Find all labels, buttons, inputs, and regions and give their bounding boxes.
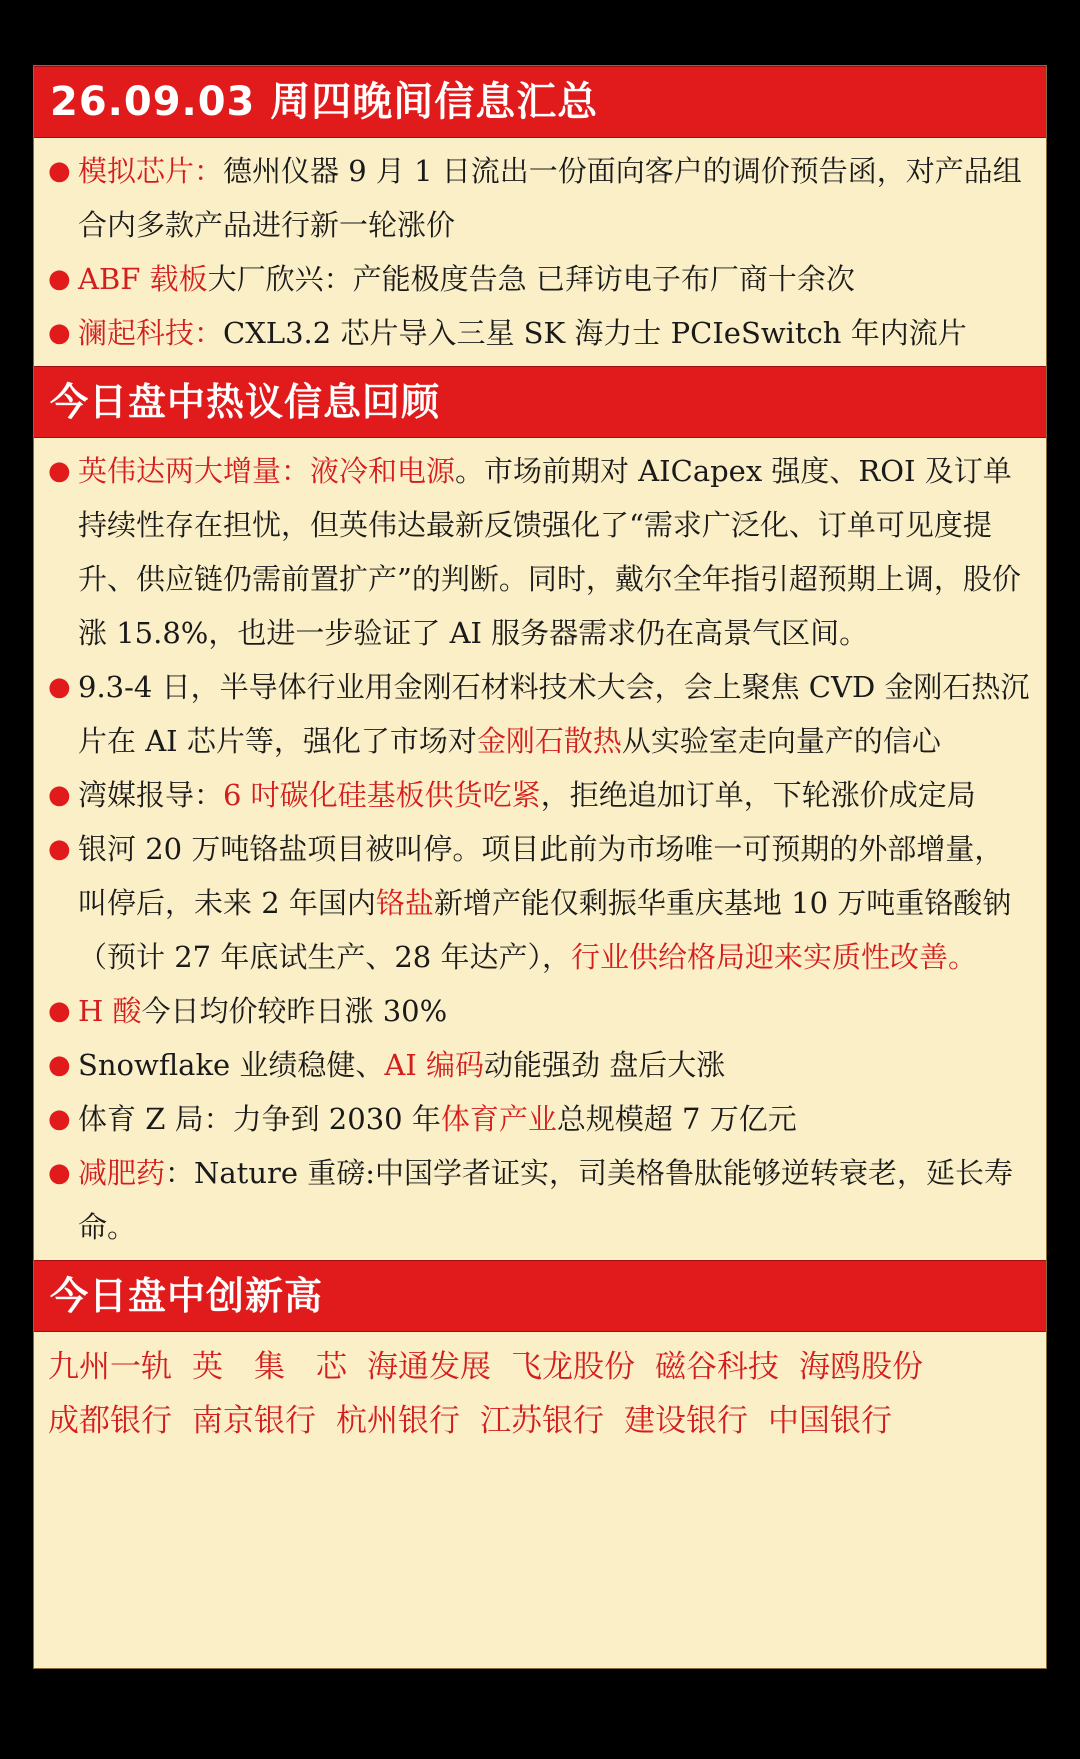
hot-title: 今日盘中热议信息回顾 xyxy=(50,380,441,424)
list-item: ● ABF 载板大厂欣兴：产能极度告急 已拜访电子布厂商十余次 xyxy=(48,252,1032,306)
stock-name: 英 集 芯 xyxy=(192,1349,347,1385)
bullet-icon: ● xyxy=(48,996,71,1026)
stock-name: 江苏银行 xyxy=(480,1403,604,1439)
list-item: ● 减肥药：Nature 重磅:中国学者证实，司美格鲁肽能够逆转衰老，延长寿命。 xyxy=(48,1146,1032,1254)
hot-list xyxy=(34,438,1046,1260)
section-header-evening xyxy=(34,66,1046,138)
info-card xyxy=(33,65,1047,1669)
list-item: ● 英伟达两大增量：液冷和电源。市场前期对 AICapex 强度、ROI 及订单持续性存在担忧，但英伟达最新反馈强化了“需求广泛化、订单可见度提升、供应链仍需前置扩产”的判断。同时，戴尔全年指引超预期上调，股价涨 15.8%，也进一步验证了 AI 服务器需求仍在高景气区间。 xyxy=(48,444,1032,660)
stock-name: 磁谷科技 xyxy=(655,1349,779,1385)
list-item: ● 湾媒报导：6 吋碳化硅基板供货吃紧，拒绝追加订单，下轮涨价成定局 xyxy=(48,768,1032,822)
stock-name: 海鸥股份 xyxy=(799,1349,923,1385)
stock-name: 九州一轨 xyxy=(48,1349,172,1385)
new-highs-list xyxy=(34,1332,1046,1456)
bullet-icon: ● xyxy=(48,1104,71,1134)
evening-list xyxy=(34,138,1046,366)
evening-title: 26.09.03 周四晚间信息汇总 xyxy=(50,79,599,125)
stock-name: 中国银行 xyxy=(768,1403,892,1439)
list-item: ● 模拟芯片：德州仪器 9 月 1 日流出一份面向客户的调价预告函，对产品组合内多款产品进行新一轮涨价 xyxy=(48,144,1032,252)
bullet-icon: ● xyxy=(48,672,71,702)
bullet-icon: ● xyxy=(48,1050,71,1080)
list-item: ● 银河 20 万吨铬盐项目被叫停。项目此前为市场唯一可预期的外部增量，叫停后，未来 2 年国内铬盐新增产能仅剩振华重庆基地 10 万吨重铬酸钠（预计 27 年底试生产、28 年达产），行业供给格局迎来实质性改善。 xyxy=(48,822,1032,984)
stock-row xyxy=(48,1394,1032,1448)
stock-name: 飞龙股份 xyxy=(511,1349,635,1385)
stock-row xyxy=(48,1340,1032,1394)
section-header-highs xyxy=(34,1260,1046,1332)
bullet-icon: ● xyxy=(48,456,71,486)
bullet-icon: ● xyxy=(48,1158,71,1188)
bullet-icon: ● xyxy=(48,834,71,864)
bullet-icon: ● xyxy=(48,780,71,810)
list-item: ● 体育 Z 局：力争到 2030 年体育产业总规模超 7 万亿元 xyxy=(48,1092,1032,1146)
list-item: ● Snowflake 业绩稳健、AI 编码动能强劲 盘后大涨 xyxy=(48,1038,1032,1092)
stock-name: 建设银行 xyxy=(624,1403,748,1439)
stock-name: 成都银行 xyxy=(48,1403,172,1439)
section-header-hot xyxy=(34,366,1046,438)
list-item: ● 9.3-4 日，半导体行业用金刚石材料技术大会，会上聚焦 CVD 金刚石热沉片在 AI 芯片等，强化了市场对金刚石散热从实验室走向量产的信心 xyxy=(48,660,1032,768)
highs-title: 今日盘中创新高 xyxy=(50,1274,324,1318)
bullet-icon: ● xyxy=(48,264,71,294)
stock-name: 海通发展 xyxy=(367,1349,491,1385)
bullet-icon: ● xyxy=(48,318,71,348)
bullet-icon: ● xyxy=(48,156,71,186)
list-item: ● 澜起科技：CXL3.2 芯片导入三星 SK 海力士 PCIeSwitch 年内流片 xyxy=(48,306,1032,360)
stock-name: 杭州银行 xyxy=(336,1403,460,1439)
stock-name: 南京银行 xyxy=(192,1403,316,1439)
list-item: ● H 酸今日均价较昨日涨 30% xyxy=(48,984,1032,1038)
